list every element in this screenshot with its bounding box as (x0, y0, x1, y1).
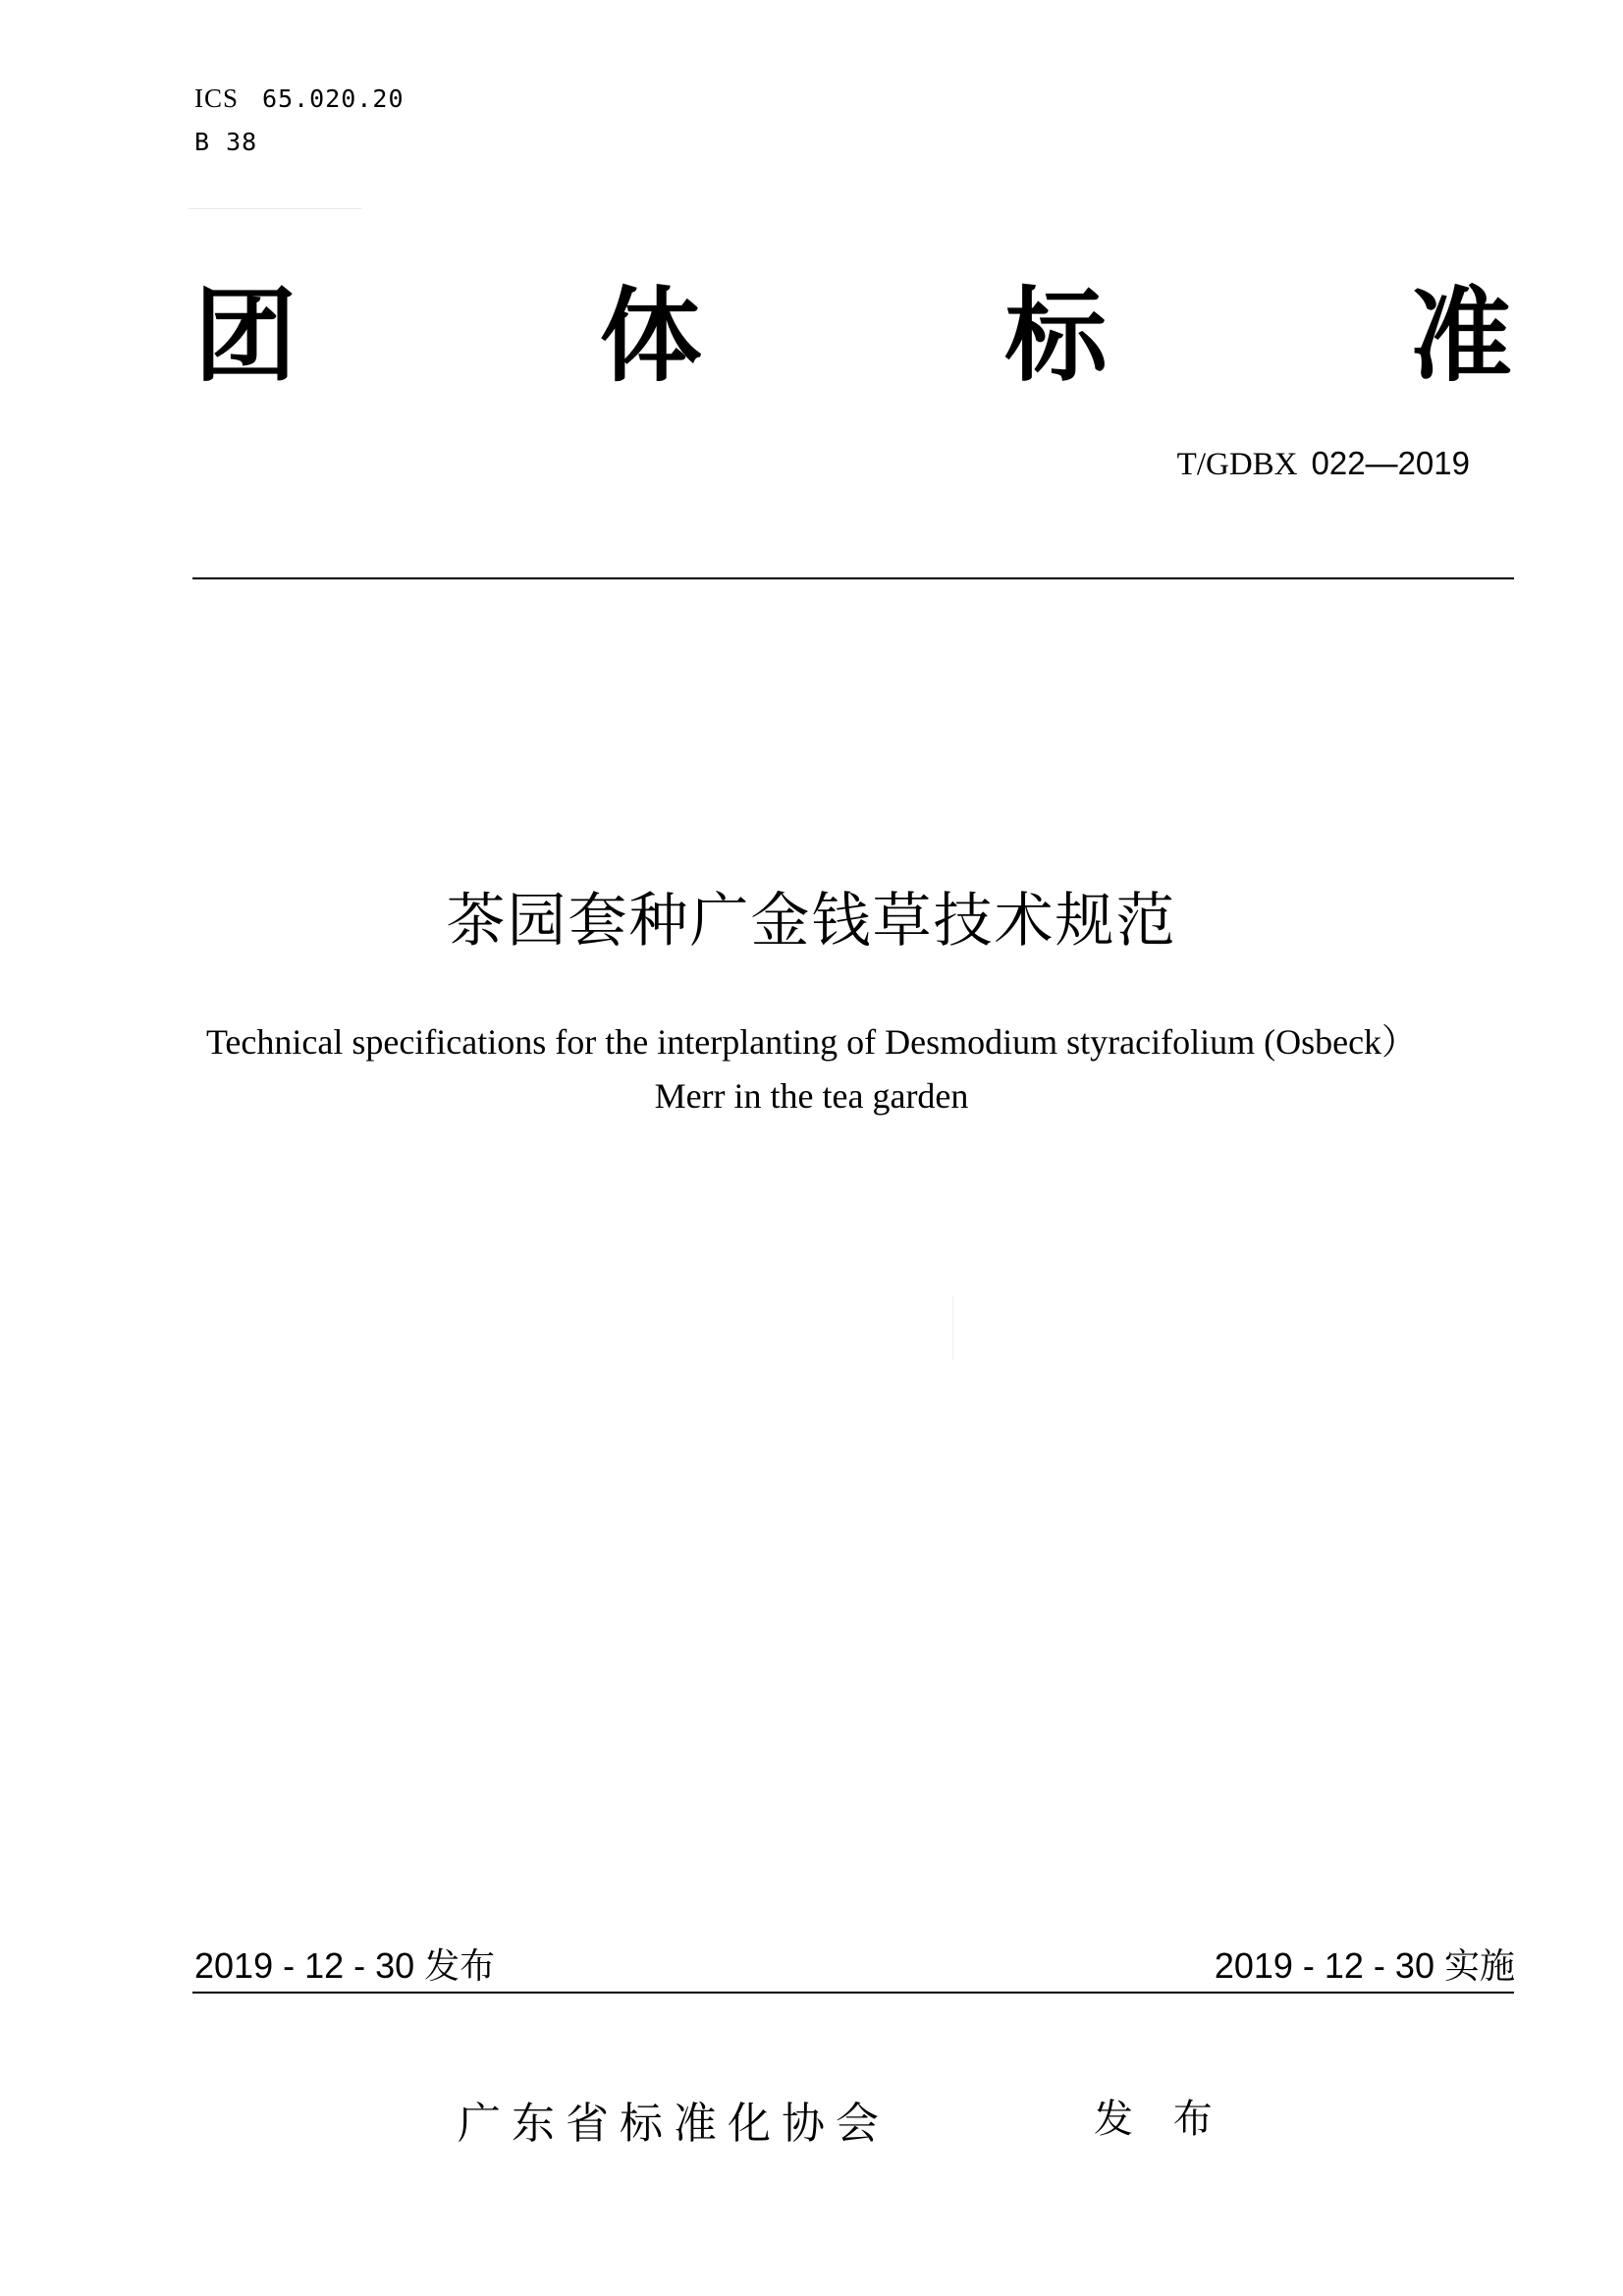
publish-label: 发 布 (1094, 2097, 1226, 2142)
implement-date-line (1215, 1939, 1515, 1989)
category-title-char-2: 体 (599, 276, 702, 396)
ics-code-line (194, 83, 405, 114)
implement-label: 实施 (1443, 1946, 1515, 1987)
publisher-name: 广东省标准化协会 (458, 2099, 890, 2149)
header-divider (189, 208, 361, 209)
english-title-line-2: Merr in the tea garden (654, 1076, 969, 1116)
issue-date: 2019 - 12 - 30 (194, 1945, 415, 1986)
scan-artifact (952, 1296, 953, 1360)
ics-label: ICS (194, 83, 240, 113)
standard-number-value: 022—2019 (1311, 445, 1470, 481)
category-title (194, 276, 1512, 396)
english-title-line-1: Technical specifications for the interplanting of Desmodium styracifolium (Osbeck） (205, 1022, 1418, 1062)
standard-number (1177, 445, 1470, 483)
issue-label: 发布 (424, 1946, 496, 1987)
top-divider (192, 577, 1514, 579)
bottom-divider (192, 1992, 1514, 1994)
chinese-title: 茶园套种广金钱草技术规范 (446, 887, 1177, 956)
category-title-char-3: 标 (1004, 276, 1108, 396)
english-title (0, 1015, 1623, 1123)
category-title-char-4: 准 (1409, 276, 1512, 396)
implement-date: 2019 - 12 - 30 (1214, 1945, 1434, 1986)
standard-number-prefix: T/GDBX (1176, 447, 1298, 482)
ics-code: 65.020.20 (262, 84, 405, 113)
ccs-code: B 38 (194, 128, 258, 156)
issue-date-line (194, 1939, 495, 1989)
category-title-char-1: 团 (194, 276, 298, 396)
